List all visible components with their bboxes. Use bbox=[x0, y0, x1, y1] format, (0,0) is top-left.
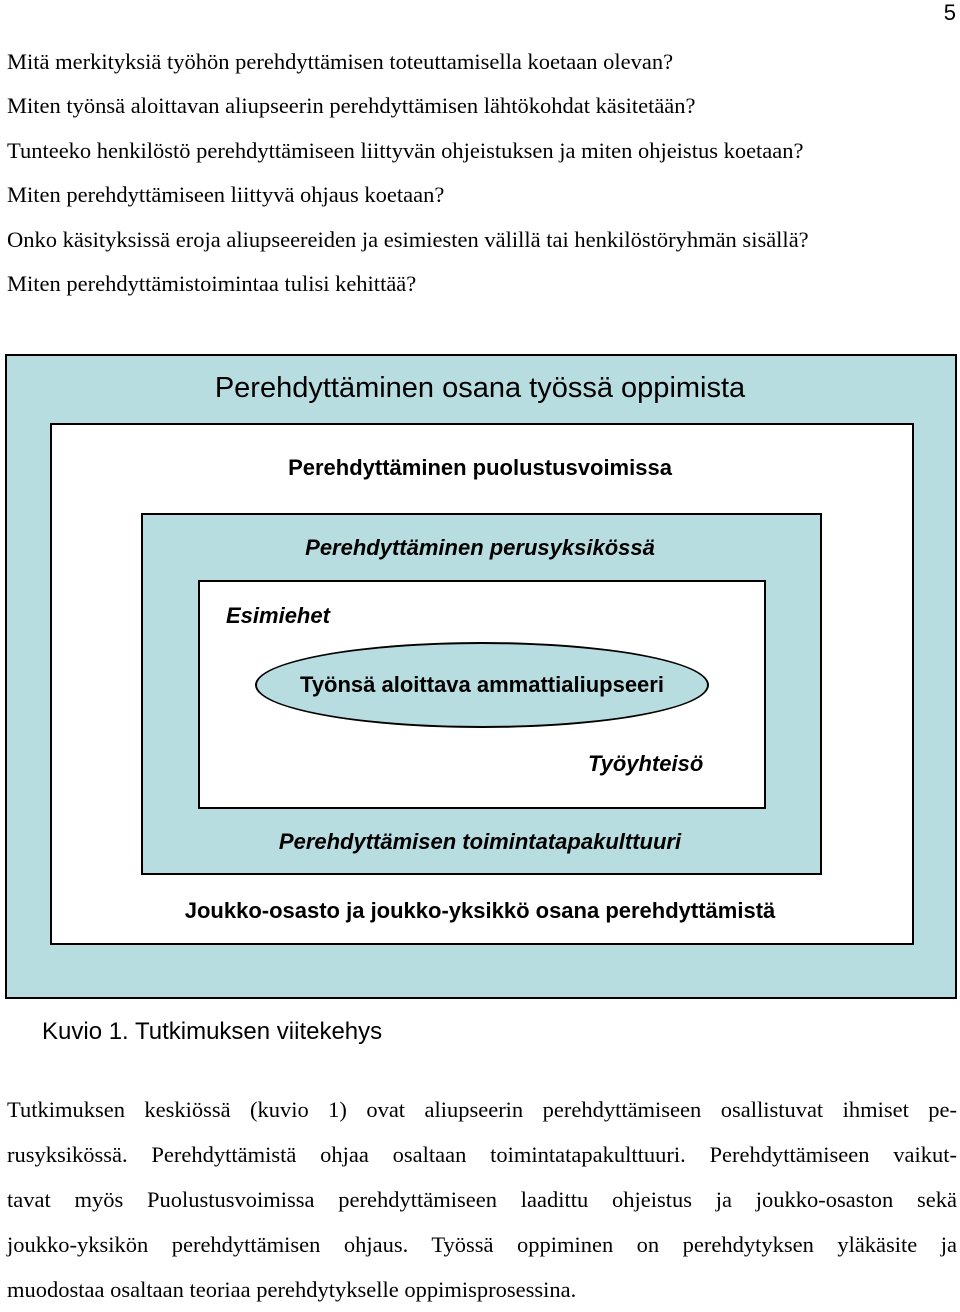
body-line-3: tavat myös Puolustusvoimissa perehdyttämiseen laadittu ohjeistus ja joukko-osaston sekä bbox=[7, 1187, 957, 1212]
work-community-label: Työyhteisö bbox=[588, 751, 704, 776]
body-line-1: Tutkimuksen keskiössä (kuvio 1) ovat aliupseerin perehdyttämiseen osallistuvat ihmiset pe- bbox=[7, 1097, 957, 1122]
question-5: Onko käsityksissä eroja aliupseereiden ja esimiesten välillä tai henkilöstöryhmän sisällä? bbox=[7, 226, 809, 252]
question-2: Miten työnsä aloittavan aliupseerin perehdyttämisen lähtökohdat käsitetään? bbox=[7, 93, 696, 119]
body-line-5: muodostaa osaltaan teoriaa perehdytykselle oppimisprosessina. bbox=[7, 1277, 577, 1302]
defense-forces-label: Perehdyttäminen puolustusvoimissa bbox=[288, 455, 672, 480]
research-questions bbox=[7, 40, 947, 306]
culture-label: Perehdyttämisen toimintatapakulttuuri bbox=[278, 829, 682, 854]
page-number: 5 bbox=[943, 0, 956, 25]
unit-label: Joukko-osasto ja joukko-yksikkö osana perehdyttämistä bbox=[184, 898, 776, 923]
question-6: Miten perehdyttämistoimintaa tulisi kehittää? bbox=[7, 271, 417, 297]
question-1: Mitä merkityksiä työhön perehdyttämisen toteuttamisella koetaan olevan? bbox=[7, 49, 674, 74]
figure-caption: Kuvio 1. Tutkimuksen viitekehys bbox=[42, 1018, 383, 1045]
new-nco-label: Työnsä aloittava ammattialiupseeri bbox=[300, 672, 664, 697]
body-paragraph bbox=[7, 1087, 957, 1312]
basic-unit-label: Perehdyttäminen perusyksikössä bbox=[305, 535, 655, 560]
question-3: Tunteeko henkilöstö perehdyttämiseen liittyvän ohjeistuksen ja miten ohjeistus koetaan? bbox=[7, 137, 804, 163]
framework-title: Perehdyttäminen osana työssä oppimista bbox=[214, 372, 746, 404]
body-line-2: rusyksikössä. Perehdyttämistä ohjaa osaltaan toimintatapakulttuuri. Perehdyttämiseen vaikut- bbox=[7, 1142, 957, 1167]
question-4: Miten perehdyttämiseen liittyvä ohjaus koetaan? bbox=[7, 182, 445, 208]
body-line-4: joukko-yksikön perehdyttämisen ohjaus. Työssä oppiminen on perehdytyksen yläkäsite ja bbox=[7, 1232, 957, 1257]
supervisors-label: Esimiehet bbox=[226, 603, 330, 628]
